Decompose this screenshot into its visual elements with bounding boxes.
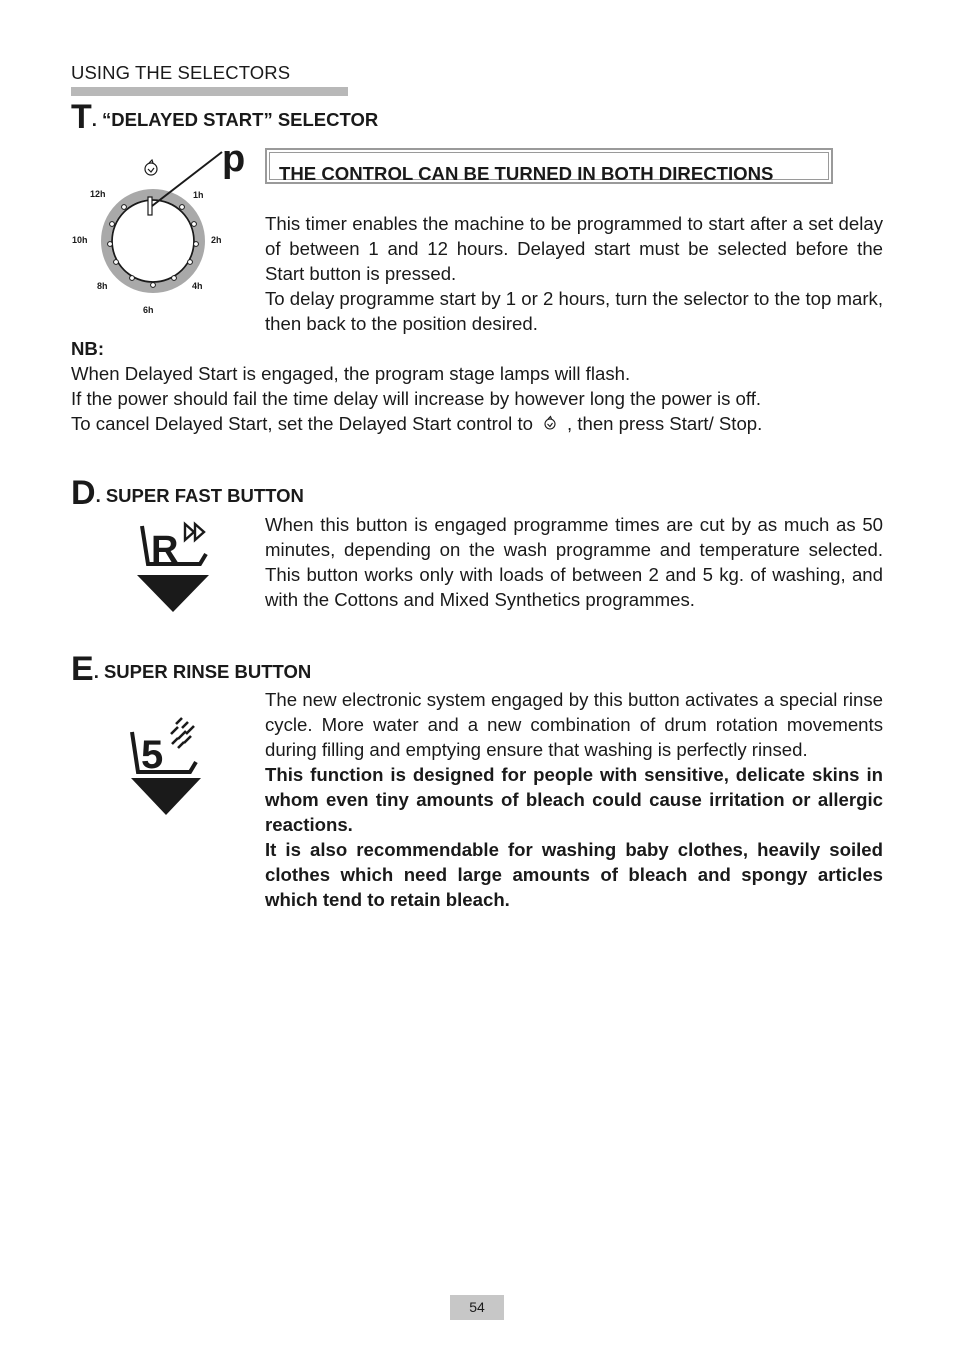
nb-label: NB: <box>71 338 105 359</box>
section-t-letter: T <box>71 98 92 136</box>
section-e-title <box>71 650 312 688</box>
delayed-start-symbol-icon <box>533 415 567 433</box>
header-underline <box>71 87 348 96</box>
nb-line-2: If the power should fail the time delay will increase by however long the power is off. <box>71 388 762 409</box>
cancel-text-after: , then press Start/ Stop. <box>566 413 763 434</box>
super-rinse-icon <box>126 712 208 816</box>
section-e-bold-2: It is also recommendable for washing baby clothes, heavily soiled clothes which need large amounts of bleach and spongy articles which tend to retain bleach. <box>265 839 883 910</box>
section-t-paragraph-1: This timer enables the machine to be programmed to start after a set delay of between 1 and 12 hours. Delayed start must be selected before the Start button is pressed. <box>265 213 883 284</box>
section-d-title <box>71 474 304 512</box>
section-e-title-text: . SUPER RINSE BUTTON <box>93 661 312 682</box>
dial-label-2h: 2h <box>211 235 222 245</box>
section-e-body <box>265 687 883 912</box>
dial-pointer-letter: p <box>222 140 246 180</box>
nb-line-1: When Delayed Start is engaged, the program stage lamps will flash. <box>71 363 631 384</box>
section-d-title-text: . SUPER FAST BUTTON <box>95 485 304 506</box>
delayed-start-dial-icon <box>66 140 256 320</box>
section-t-title-text: . “DELAYED START” SELECTOR <box>91 109 379 130</box>
cancel-text-before: To cancel Delayed Start, set the Delayed Start control to <box>71 413 533 434</box>
super-rinse-icon-digit: 5 <box>141 733 164 777</box>
super-fast-icon-letter: R <box>151 529 179 571</box>
dial-label-1h: 1h <box>193 190 204 200</box>
section-e-paragraph: The new electronic system engaged by this button activates a special rinse cycle. More water and a new combination of drum rotation movements during filling and emptying ensure that washing is perfectly rinsed. <box>265 689 883 760</box>
section-e-bold-1: This function is designed for people with sensitive, delicate skins in whom even tiny amounts of bleach could cause irritation or allergic reactions. <box>265 764 883 835</box>
dial-label-4h: 4h <box>192 281 203 291</box>
section-t-body <box>265 211 883 336</box>
section-e-letter: E <box>71 650 94 688</box>
dial-label-12h: 12h <box>90 189 106 199</box>
section-t-title <box>71 98 379 136</box>
page-number: 54 <box>450 1295 504 1320</box>
page-header: USING THE SELECTORS <box>71 62 291 83</box>
dial-label-8h: 8h <box>97 281 108 291</box>
section-d-body: When this button is engaged programme times are cut by as much as 50 minutes, depending on the wash programme and temperature selected. This button works only with loads of between 2 and 5 kg. of washing, and with the Cottons and Mixed Synthetics programmes. <box>265 514 883 610</box>
callout-box <box>265 148 833 184</box>
super-fast-icon <box>132 518 214 614</box>
nb-block <box>71 336 762 436</box>
callout-text: THE CONTROL CAN BE TURNED IN BOTH DIRECTIONS <box>279 163 774 184</box>
section-t-paragraph-2: To delay programme start by 1 or 2 hours, turn the selector to the top mark, then back to the position desired. <box>265 288 884 334</box>
dial-label-10h: 10h <box>72 235 88 245</box>
section-d-letter: D <box>71 474 96 512</box>
nb-cancel-line <box>71 411 762 436</box>
dial-label-6h: 6h <box>143 305 154 315</box>
